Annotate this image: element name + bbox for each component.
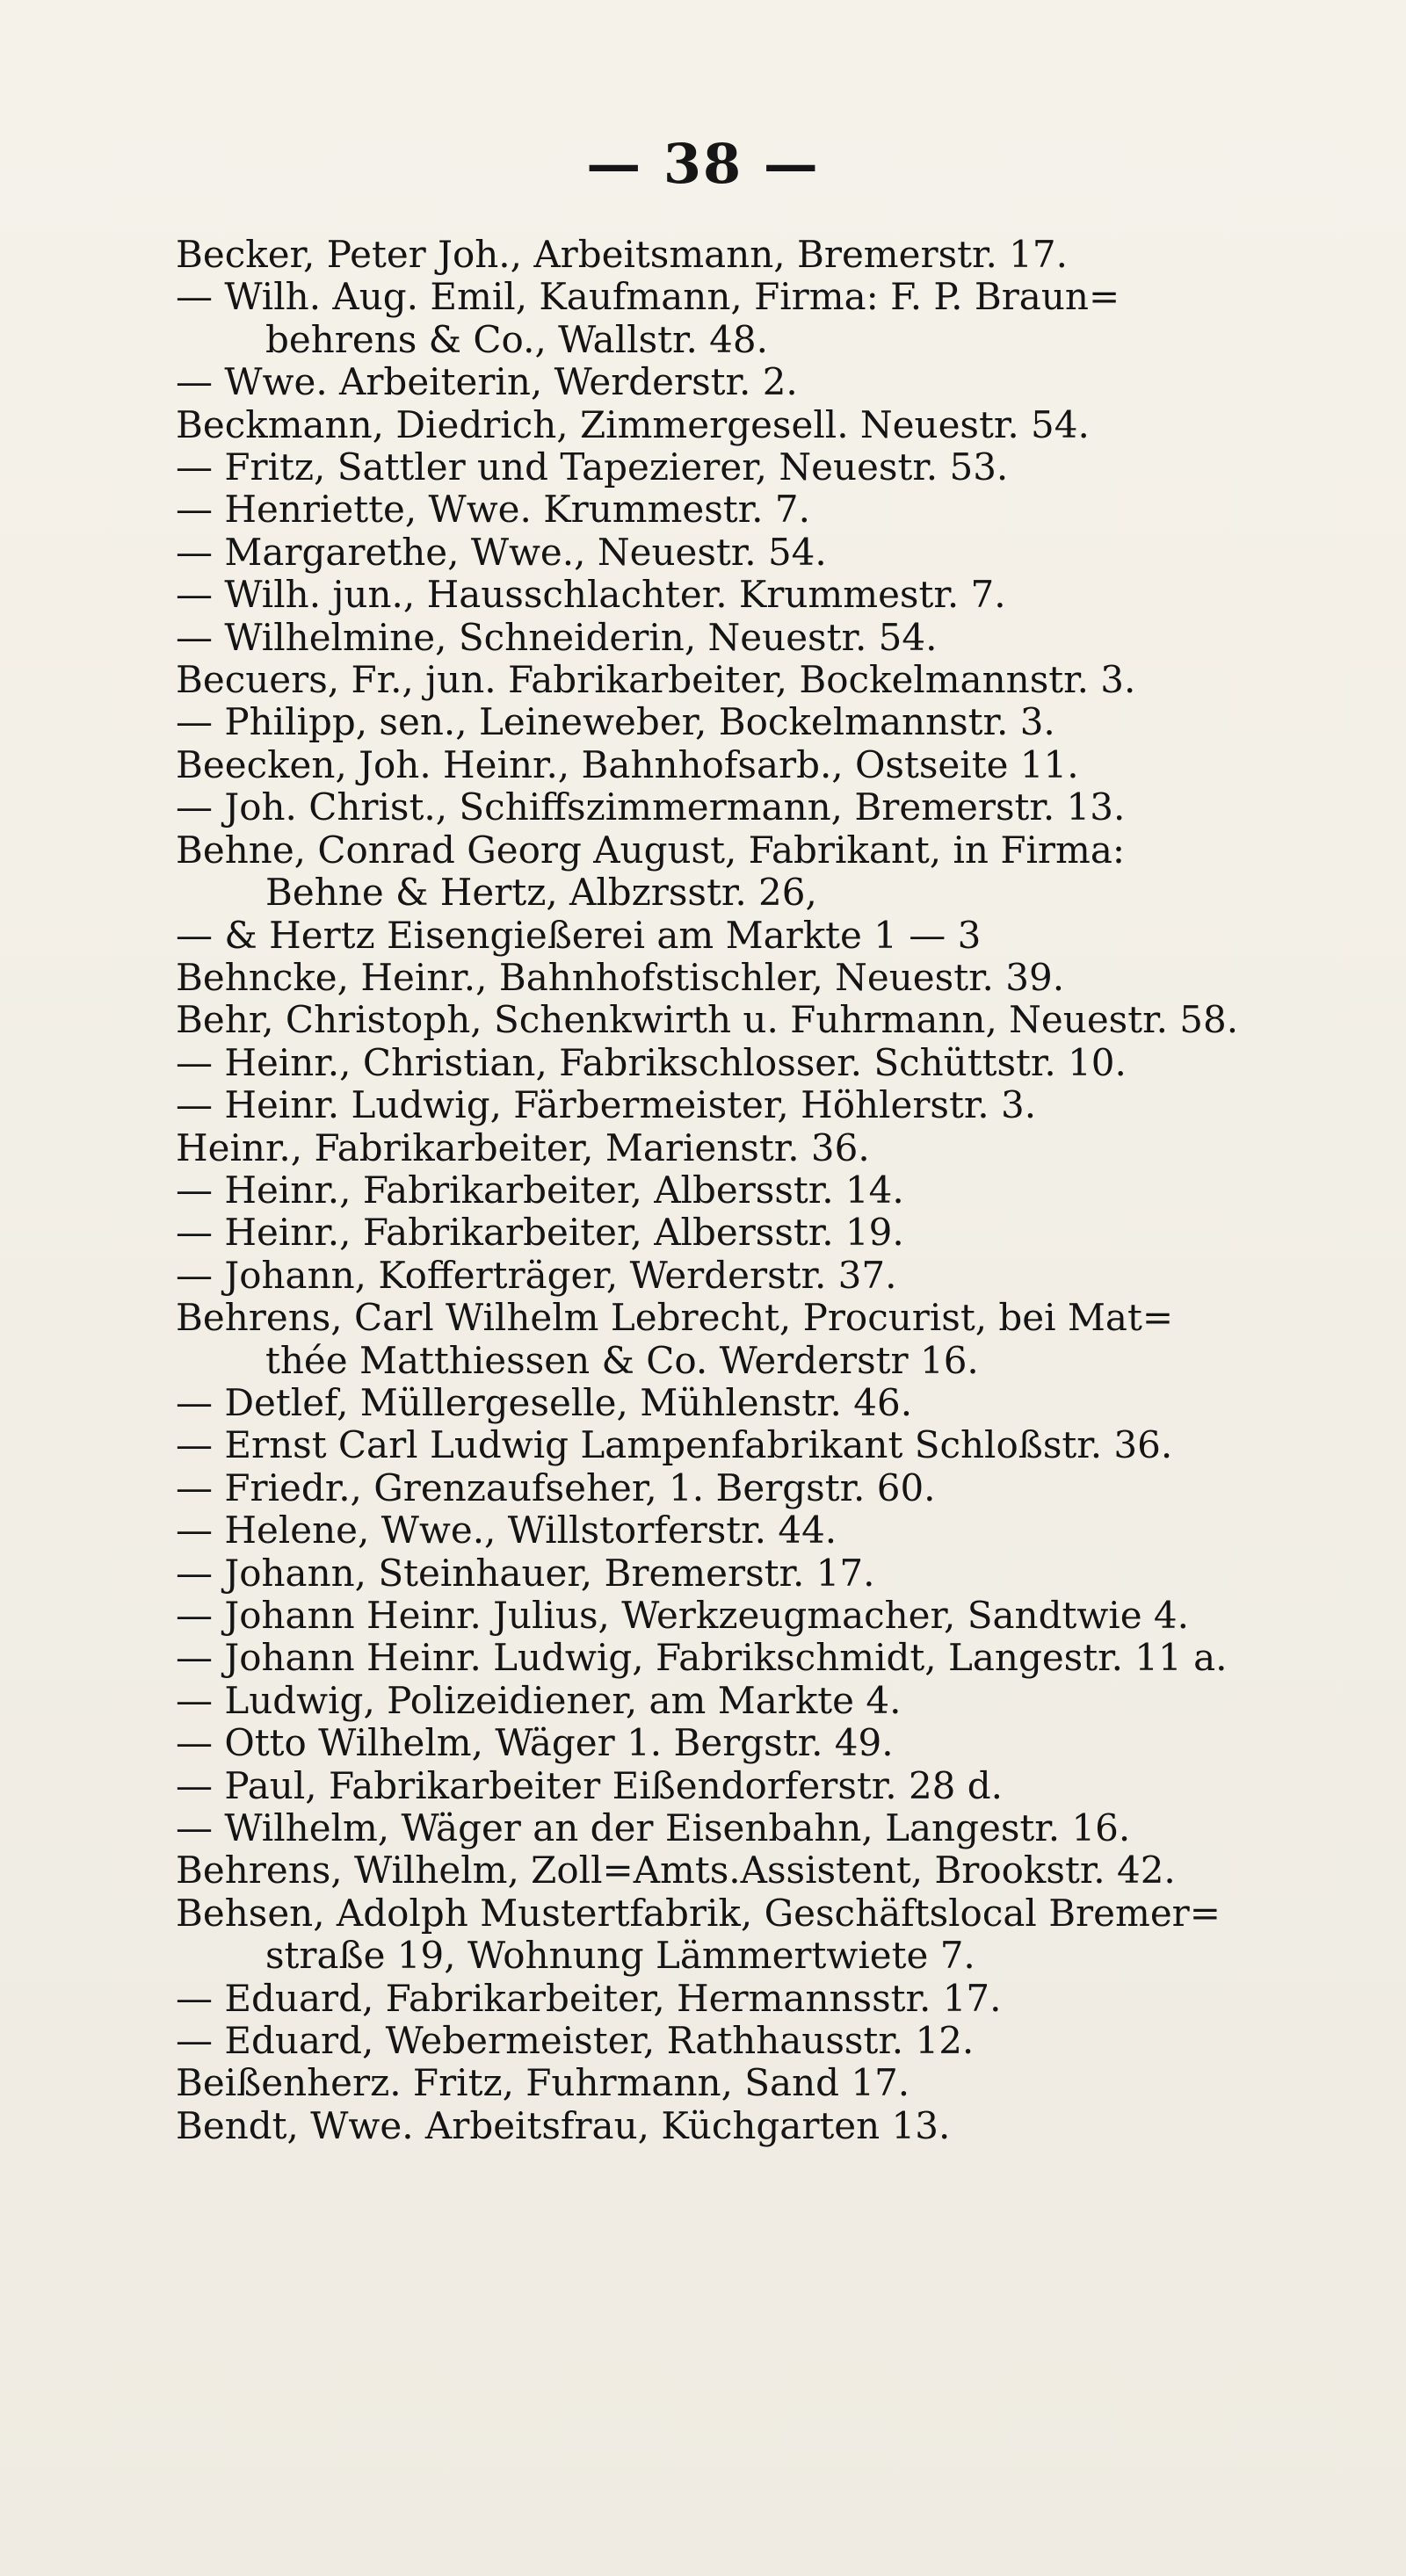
list-item: Bendt, Wwe. Arbeitsfrau, Küchgarten 13. <box>176 2104 951 2147</box>
list-item-continuation: behrens & Co., Wallstr. 48. <box>265 318 768 361</box>
list-item: — Heinr., Fabrikarbeiter, Albersstr. 14. <box>176 1169 904 1212</box>
list-item: Behr, Christoph, Schenkwirth u. Fuhrmann, Neuestr. 58. <box>176 999 1239 1042</box>
list-item: Becker, Peter Joh., Arbeitsmann, Bremerstr. 17. <box>176 234 1068 276</box>
list-item-continuation: thée Matthiessen & Co. Werderstr 16. <box>265 1339 979 1382</box>
list-item: Behne, Conrad Georg August, Fabrikant, in Firma: <box>176 829 1126 872</box>
page-number: — 38 — <box>586 132 820 196</box>
list-item: Behrens, Wilhelm, Zoll=Amts.Assistent, Brookstr. 42. <box>176 1849 1176 1892</box>
list-item: — Joh. Christ., Schiffszimmermann, Bremerstr. 13. <box>176 786 1126 829</box>
list-item: — & Hertz Eisengießerei am Markte 1 — 3 <box>176 914 982 957</box>
directory-entries <box>176 234 1318 2147</box>
list-item: — Philipp, sen., Leineweber, Bockelmannstr. 3. <box>176 701 1055 744</box>
list-item: — Eduard, Fabrikarbeiter, Hermannsstr. 17. <box>176 1977 1002 2020</box>
list-item: — Margarethe, Wwe., Neuestr. 54. <box>176 531 827 574</box>
list-item: — Heinr., Fabrikarbeiter, Albersstr. 19. <box>176 1212 904 1255</box>
list-item: Behsen, Adolph Mustertfabrik, Geschäftslocal Bremer= <box>176 1892 1221 1935</box>
list-item: — Detlef, Müllergeselle, Mühlenstr. 46. <box>176 1381 913 1424</box>
list-item: Beißenherz. Fritz, Fuhrmann, Sand 17. <box>176 2062 910 2105</box>
list-item: — Fritz, Sattler und Tapezierer, Neuestr. 53. <box>176 446 1009 489</box>
list-item: — Eduard, Webermeister, Rathhausstr. 12. <box>176 2020 975 2063</box>
list-item-continuation: straße 19, Wohnung Lämmertwiete 7. <box>265 1935 975 1978</box>
list-item: — Friedr., Grenzaufseher, 1. Bergstr. 60. <box>176 1466 936 1509</box>
list-item: Heinr., Fabrikarbeiter, Marienstr. 36. <box>176 1126 870 1169</box>
list-item: Beecken, Joh. Heinr., Bahnhofsarb., Ostseite 11. <box>176 743 1079 786</box>
list-item: — Paul, Fabrikarbeiter Eißendorferstr. 28 d. <box>176 1764 1003 1807</box>
list-item: — Wwe. Arbeiterin, Werderstr. 2. <box>176 361 798 404</box>
list-item: — Ludwig, Polizeidiener, am Markte 4. <box>176 1679 902 1722</box>
list-item: — Johann, Steinhauer, Bremerstr. 17. <box>176 1552 875 1595</box>
list-item: Beckmann, Diedrich, Zimmergesell. Neuestr. 54. <box>176 403 1090 446</box>
list-item: — Johann Heinr. Ludwig, Fabrikschmidt, Langestr. 11 a. <box>176 1637 1228 1680</box>
list-item: Behrens, Carl Wilhelm Lebrecht, Procurist, bei Mat= <box>176 1297 1174 1340</box>
list-item: — Wilh. Aug. Emil, Kaufmann, Firma: F. P. Braun= <box>176 276 1120 319</box>
list-item: — Heinr., Christian, Fabrikschlosser. Schüttstr. 10. <box>176 1041 1127 1084</box>
list-item: — Helene, Wwe., Willstorferstr. 44. <box>176 1509 837 1552</box>
list-item: — Johann, Kofferträger, Werderstr. 37. <box>176 1254 897 1297</box>
list-item: — Otto Wilhelm, Wäger 1. Bergstr. 49. <box>176 1722 894 1765</box>
list-item: — Henriette, Wwe. Krummestr. 7. <box>176 488 810 532</box>
list-item: — Johann Heinr. Julius, Werkzeugmacher, Sandtwie 4. <box>176 1595 1189 1637</box>
list-item: — Ernst Carl Ludwig Lampenfabrikant Schloßstr. 36. <box>176 1424 1173 1467</box>
list-item: Becuers, Fr., jun. Fabrikarbeiter, Bockelmannstr. 3. <box>176 659 1136 702</box>
list-item: — Wilhelmine, Schneiderin, Neuestr. 54. <box>176 616 938 659</box>
list-item-continuation: Behne & Hertz, Albzrsstr. 26, <box>265 872 817 915</box>
list-item: — Wilh. jun., Hausschlachter. Krummestr. 7. <box>176 574 1006 617</box>
list-item: — Wilhelm, Wäger an der Eisenbahn, Langestr. 16. <box>176 1807 1131 1850</box>
list-item: Behncke, Heinr., Bahnhofstischler, Neuestr. 39. <box>176 956 1065 999</box>
list-item: — Heinr. Ludwig, Färbermeister, Höhlerstr. 3. <box>176 1084 1037 1127</box>
